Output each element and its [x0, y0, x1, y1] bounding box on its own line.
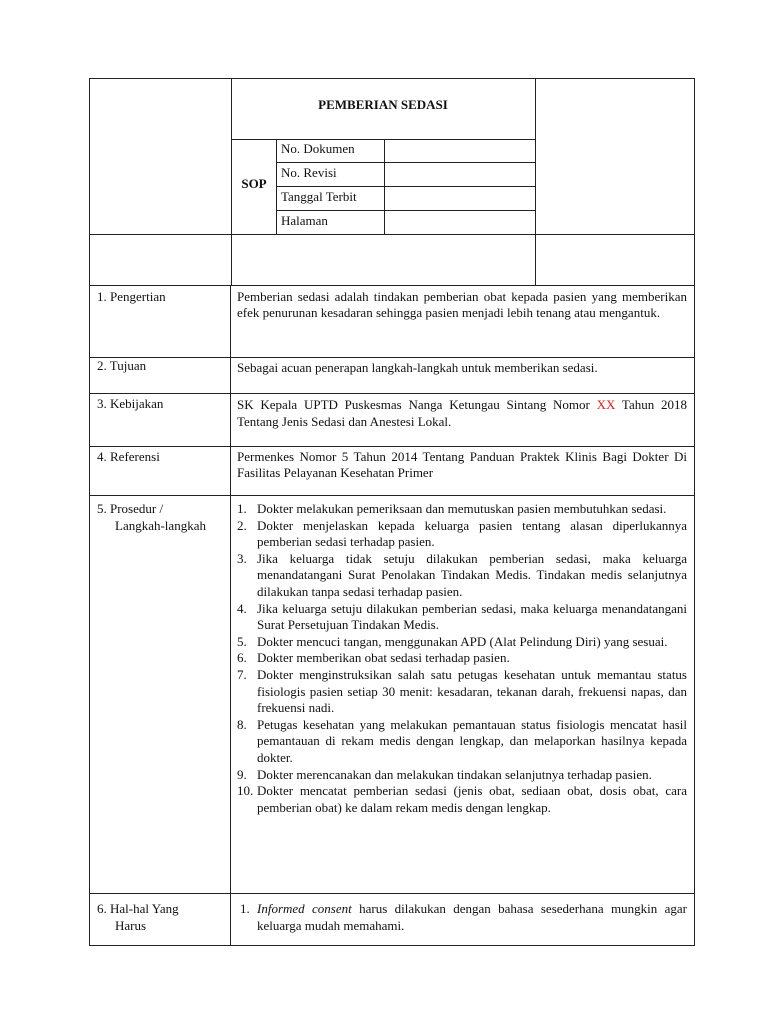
kebijakan-placeholder-number: XX	[596, 397, 616, 412]
row-rule-3	[89, 446, 695, 447]
step-number: 7.	[237, 666, 247, 682]
step-number: 10.	[237, 783, 254, 799]
step-number: 5.	[237, 633, 247, 649]
header-rule-bottom	[89, 234, 695, 235]
field-tanggal-terbit: Tanggal Terbit	[281, 189, 357, 204]
list-item	[237, 650, 687, 667]
label-hal-hal: 6. Hal-hal Yang	[97, 901, 179, 916]
step-text: Dokter mencatat pemberian sedasi (jenis obat, sediaan obat, dosis obat, cara pemberian obat) ke dalam rekam medis dengan lengkap.	[257, 783, 687, 815]
step-number: 1.	[237, 501, 247, 516]
header-rule-field-3	[276, 210, 535, 211]
table-border-top	[89, 78, 695, 79]
item-number: 1.	[240, 901, 250, 916]
field-no-revisi: No. Revisi	[281, 165, 337, 180]
procedure-steps-list	[237, 501, 687, 816]
step-number: 4.	[237, 600, 247, 616]
list-item	[237, 551, 687, 601]
list-item	[237, 783, 687, 816]
header-rule-field-2	[276, 186, 535, 187]
table-border-left	[89, 78, 90, 946]
field-no-dokumen: No. Dokumen	[281, 141, 355, 156]
list-item	[237, 767, 687, 784]
step-text: Jika keluarga setuju dilakukan pemberian sedasi, maka keluarga menandatangani Surat Persetujuan Tindakan Medis.	[257, 600, 687, 633]
step-text: Jika keluarga tidak setuju dilakukan pemberian sedasi, maka keluarga menandatangani Surat Penolakan Tindakan Medis. Tindakan medis selanjutnya dilakukan tanpa sedasi terhadap pasien.	[257, 550, 687, 599]
step-text: Dokter memberikan obat sedasi terhadap pasien.	[257, 650, 510, 666]
row-rule-1	[89, 357, 695, 358]
list-item	[237, 501, 687, 518]
header-col-divider-right	[535, 78, 536, 285]
label-kebijakan: 3. Kebijakan	[97, 396, 164, 411]
list-item	[237, 601, 687, 634]
label-prosedur: 5. Prosedur /	[97, 501, 164, 516]
list-item	[240, 901, 687, 934]
step-text: Dokter mencuci tangan, menggunakan APD (Alat Pelindung Diri) yang sesuai.	[257, 633, 668, 649]
label-tujuan: 2. Tujuan	[97, 358, 147, 373]
hal-hal-list	[240, 901, 687, 934]
step-number: 3.	[237, 550, 247, 566]
kebijakan-text-before: SK Kepala UPTD Puskesmas Nanga Ketungau Sintang Nomor	[237, 397, 597, 412]
list-item	[237, 634, 687, 651]
header-rule-lower-bottom	[89, 285, 695, 286]
row-rule-4	[89, 495, 695, 496]
step-text: Petugas kesehatan yang melakukan pemantauan status fisiologis mencatat hasil pemantauan di rekam medis dengan lengkap, dan melaporkan hasilnya kepada dokter.	[257, 716, 687, 765]
text-referensi: Permenkes Nomor 5 Tahun 2014 Tentang Panduan Praktek Klinis Bagi Dokter Di Fasilitas Pelayanan Kesehatan Primer	[237, 449, 687, 480]
label-prosedur-line2: Langkah-langkah	[115, 518, 206, 533]
step-number: 2.	[237, 517, 247, 533]
text-kebijakan	[237, 396, 687, 430]
kebijakan-text-after: Tahun 2018 Tentang Jenis Sedasi dan Anestesi Lokal.	[237, 397, 687, 429]
table-border-bottom	[89, 945, 695, 946]
field-value-divider	[384, 139, 385, 234]
list-item	[237, 717, 687, 767]
list-item	[237, 518, 687, 551]
step-text: Dokter merencanakan dan melakukan tindakan selanjutnya terhadap pasien.	[257, 766, 652, 782]
label-referensi: 4. Referensi	[97, 449, 160, 464]
step-text: Dokter menginstruksikan salah satu petugas kesehatan untuk memantau status fisiologis pasien setiap 30 menit: kesadaran, tekanan darah, frekuensi napas, dan frekuensi nadi.	[257, 666, 687, 716]
step-number: 8.	[237, 716, 247, 732]
row-rule-5	[89, 893, 695, 894]
list-item	[237, 667, 687, 717]
informed-consent-term: Informed consent	[257, 901, 352, 916]
row-rule-2	[89, 393, 695, 394]
header-rule-field-1	[276, 162, 535, 163]
field-halaman: Halaman	[281, 213, 328, 228]
table-border-right	[694, 78, 695, 946]
label-hal-hal-line2: Harus	[115, 918, 147, 933]
item-text: harus dilakukan dengan bahasa sesederhana mungkin agar keluarga mudah memahami.	[257, 901, 687, 933]
body-col-divider	[230, 285, 231, 946]
document-title: PEMBERIAN SEDASI	[318, 97, 448, 112]
label-pengertian: 1. Pengertian	[97, 289, 166, 304]
step-number: 9.	[237, 766, 247, 782]
sop-col-divider	[276, 139, 277, 234]
text-tujuan: Sebagai acuan penerapan langkah-langkah untuk memberikan sedasi.	[237, 360, 598, 375]
sop-label: SOP	[241, 176, 267, 191]
step-text: Dokter melakukan pemeriksaan dan memutuskan pasien membutuhkan sedasi.	[257, 501, 667, 516]
text-pengertian: Pemberian sedasi adalah tindakan pemberian obat kepada pasien yang memberikan efek penurunan kesadaran sehingga pasien menjadi lebih tenang atau mengantuk.	[237, 289, 687, 320]
step-text: Dokter menjelaskan kepada keluarga pasien tentang alasan diperlukannya pemberian sedasi terhadap pasien.	[257, 517, 687, 550]
step-number: 6.	[237, 650, 247, 666]
